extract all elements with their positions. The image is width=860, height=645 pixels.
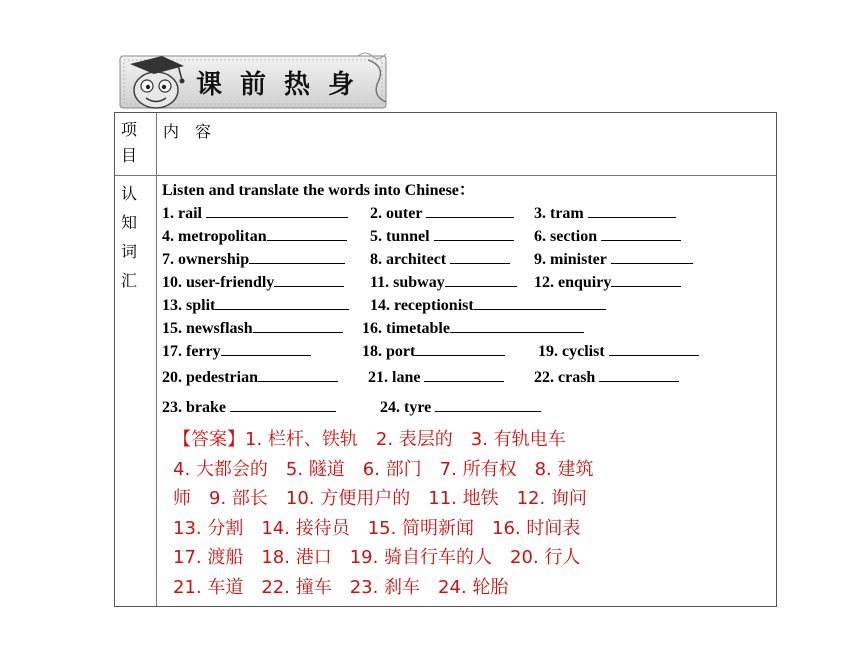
banner-title: 课前热身 — [196, 70, 373, 100]
word-item: 21. lane — [368, 363, 504, 393]
word-row — [162, 271, 762, 294]
word-item: 20. pedestrian — [162, 363, 338, 393]
word-item: 13. split — [162, 294, 349, 317]
word-item: 23. brake — [162, 393, 336, 423]
side-category-label: 认知词汇 — [121, 184, 138, 290]
word-item: 24. tyre — [380, 393, 541, 423]
answer-block — [173, 425, 733, 602]
word-item: 11. subway — [370, 271, 517, 294]
answer-line: 4. 大都会的 5. 隧道 6. 部门 7. 所有权 8. 建筑 — [173, 458, 594, 480]
word-row — [162, 317, 762, 340]
vocab-table — [114, 112, 777, 607]
word-row — [162, 294, 762, 317]
answer-line: 13. 分割 14. 接待员 15. 简明新闻 16. 时间表 — [173, 517, 581, 539]
word-item: 6. section — [534, 225, 681, 248]
word-row — [162, 340, 762, 363]
instruction-text: Listen and translate the words into Chinese： — [162, 182, 475, 199]
header-item-label: 项目 — [121, 120, 138, 165]
word-row — [162, 393, 762, 423]
word-item: 5. tunnel — [370, 225, 514, 248]
word-row — [162, 363, 762, 393]
answer-line: 师 9. 部长 10. 方便用户的 11. 地铁 12. 询问 — [173, 488, 587, 509]
word-row — [162, 202, 762, 225]
word-item: 16. timetable — [362, 317, 584, 340]
word-row — [162, 225, 762, 248]
word-item: 15. newsflash — [162, 317, 343, 340]
word-item: 1. rail — [162, 202, 348, 225]
word-item: 19. cyclist — [538, 340, 699, 363]
row-divider — [115, 175, 776, 176]
word-item: 10. user-friendly — [162, 271, 344, 294]
answer-line: 17. 渡船 18. 港口 19. 骑自行车的人 20. 行人 — [173, 547, 581, 568]
section-banner — [118, 50, 392, 112]
word-item: 2. outer — [370, 202, 514, 225]
word-row — [162, 248, 762, 271]
word-item: 7. ownership — [162, 248, 345, 271]
answer-line: 21. 车道 22. 撞车 23. 刹车 24. 轮胎 — [173, 576, 509, 598]
word-item: 9. minister — [534, 248, 693, 271]
word-item: 4. metropolitan — [162, 225, 347, 248]
word-item: 17. ferry — [162, 340, 311, 363]
word-item: 8. architect — [370, 248, 510, 271]
word-item: 14. receptionist — [370, 294, 606, 317]
word-item: 3. tram — [534, 202, 676, 225]
header-content-label: 内 容 — [163, 122, 212, 141]
word-item: 12. enquiry — [534, 271, 681, 294]
word-item: 18. port — [362, 340, 505, 363]
word-item: 22. crash — [534, 363, 679, 393]
column-divider — [156, 113, 157, 606]
answer-line: 【答案】1. 栏杆、铁轨 2. 表层的 3. 有轨电车 — [173, 429, 566, 450]
content-cell — [162, 179, 762, 423]
